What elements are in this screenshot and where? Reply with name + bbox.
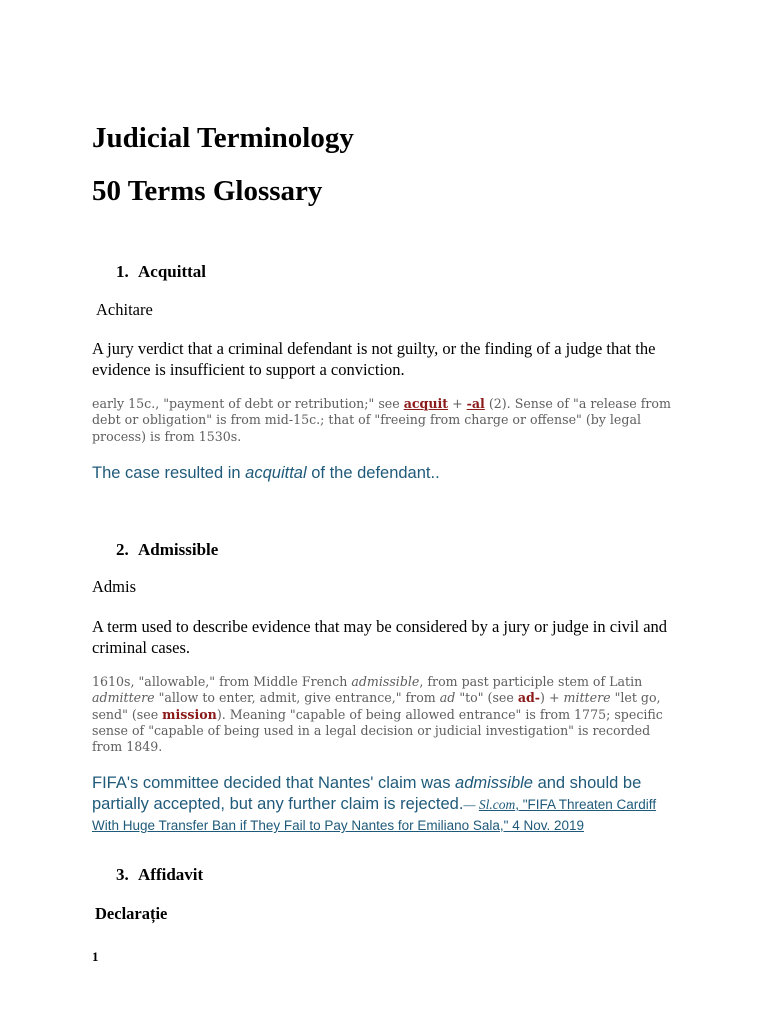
- term-example: FIFA's committee decided that Nantes' claim was admissible and should be partially accepted, but any further claim is rejected.— Sl.com, "FIFA Threaten Cardiff With Huge Transfer Ban if They Fail to Pay Nantes for Emiliano Sala," 4 Nov. 2019: [92, 774, 657, 833]
- term-definition: A term used to describe evidence that may be considered by a jury or judge in civil and criminal cases.: [92, 617, 668, 657]
- term-translation: Declarație: [95, 904, 168, 923]
- page-title: Judicial Terminology: [92, 122, 354, 154]
- term-number: 3.: [116, 865, 129, 884]
- term-heading: [116, 540, 218, 560]
- page-number: 1: [92, 949, 99, 964]
- term-heading: [116, 262, 206, 282]
- term-translation: Achitare: [96, 300, 153, 319]
- etymology-link[interactable]: acquit: [403, 396, 449, 411]
- term-number: 2.: [116, 540, 129, 559]
- term-number: 1.: [116, 262, 129, 281]
- term-etymology: 1610s, "allowable," from Middle French admissible, from past participle stem of Latin admittere "allow to enter, admit, give entrance," from ad "to" (see ad-) + mittere "let go, send" (see mission). Meaning "capable of being allowed entrance" is from 1775; specific sense of "capable of being used in a legal decision or judicial investigation" is recorded from 1849.: [92, 674, 663, 755]
- term-definition: A jury verdict that a criminal defendant is not guilty, or the finding of a judge that the evidence is insufficient to support a conviction.: [92, 339, 656, 379]
- term-name: Acquittal: [138, 262, 206, 281]
- term-name: Admissible: [138, 540, 219, 559]
- source-link[interactable]: Sl.com, "FIFA Threaten Cardiff With Huge Transfer Ban if They Fail to Pay Nantes for Emiliano Sala," 4 Nov. 2019: [92, 797, 657, 833]
- page-subtitle: 50 Terms Glossary: [92, 175, 323, 207]
- term-etymology: early 15c., "payment of debt or retribution;" see acquit + -al (2). Sense of "a release from debt or obligation" is from mid-15c.; that of "freeing from charge or offense" (by legal process) is from 1530s.: [92, 396, 671, 444]
- etymology-link[interactable]: -al: [466, 396, 485, 411]
- term-name: Affidavit: [138, 865, 204, 884]
- term-example: The case resulted in acquittal of the defendant..: [92, 464, 440, 482]
- term-heading: [116, 865, 203, 885]
- term-translation: Admis: [92, 577, 137, 596]
- etymology-link[interactable]: ad-: [517, 690, 541, 706]
- etymology-link[interactable]: mission: [162, 706, 217, 722]
